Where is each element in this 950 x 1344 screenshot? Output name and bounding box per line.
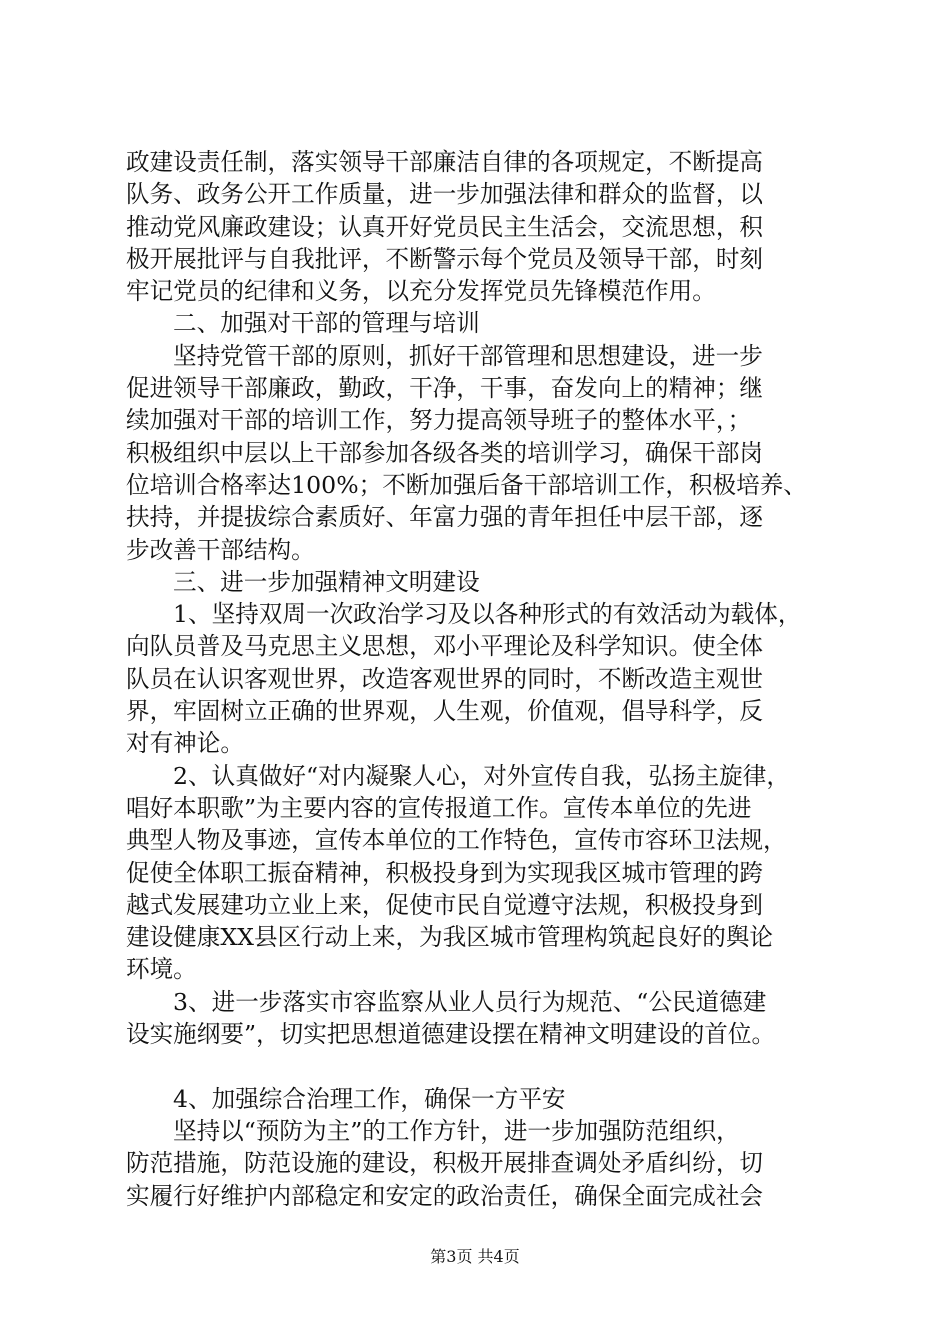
text-line: 积极组织中层以上干部参加各级各类的培训学习，确保干部岗 [126, 438, 764, 467]
text-line: 政建设责任制，落实领导干部廉洁自律的各项规定，不断提高 [126, 148, 764, 176]
text-line: 促使全体职工振奋精神，积极投身到为实现我区城市管理的跨 [126, 858, 764, 887]
text-line: 扶持，并提拔综合素质好、年富力强的青年担任中层干部，逐 [126, 503, 764, 532]
text-line: 位培训合格率达100%；不断加强后备干部培训工作，积极培养、 [126, 470, 807, 499]
blank-line [126, 1050, 838, 1082]
text-line: 建设健康XX县区行动上来，为我区城市管理构筑起良好的舆论 [126, 923, 774, 952]
text-line: 3、进一步落实市容监察从业人员行为规范、“公民道德建 [173, 987, 767, 1016]
text-line: 唱好本职歌”为主要内容的宣传报道工作。宣传本单位的先进 [126, 793, 752, 822]
text-line: 坚持以“预防为主”的工作方针，进一步加强防范组织， [173, 1116, 740, 1145]
text-line: 牢记党员的纪律和义务，以充分发挥党员先锋模范作用。 [126, 277, 716, 306]
text-line: 1、坚持双周一次政治学习及以各种形式的有效活动为载体， [173, 600, 802, 629]
text-line: 实履行好维护内部稳定和安定的政治责任，确保全面完成社会 [126, 1181, 764, 1210]
text-line: 三、进一步加强精神文明建设 [173, 567, 480, 596]
text-line: 对有神论。 [126, 729, 244, 758]
text-line: 2、认真做好“对内凝聚人心，对外宣传自我，弘扬主旋律， [173, 761, 790, 790]
text-line: 坚持党管干部的原则，抓好干部管理和思想建设，进一步 [173, 341, 763, 370]
text-line: 推动党风廉政建设；认真开好党员民主生活会，交流思想，积 [126, 212, 764, 241]
document-body [126, 146, 838, 1212]
text-line: 越式发展建功立业上来，促使市民自觉遵守法规，积极投身到 [126, 890, 764, 919]
text-line: 队员在认识客观世界，改造客观世界的同时，不断改造主观世 [126, 664, 764, 693]
text-line: 防范措施，防范设施的建设，积极开展排查调处矛盾纠纷，切 [126, 1149, 764, 1178]
text-line: 设实施纲要”，切实把思想道德建设摆在精神文明建设的首位。 [126, 1020, 776, 1049]
page-footer: 第3页 共4页 [430, 1247, 520, 1266]
text-line: 界，牢固树立正确的世界观，人生观，价值观，倡导科学，反 [126, 697, 764, 726]
text-line: 极开展批评与自我批评，不断警示每个党员及领导干部，时刻 [126, 244, 764, 273]
text-line: 二、加强对干部的管理与培训 [173, 309, 480, 338]
text-line: 续加强对干部的培训工作，努力提高领导班子的整体水平，； [126, 406, 752, 435]
text-line: 队务、政务公开工作质量，进一步加强法律和群众的监督，以 [126, 180, 764, 209]
text-line: 4、加强综合治理工作，确保一方平安 [173, 1084, 566, 1113]
text-line: 促进领导干部廉政，勤政，干净，干事，奋发向上的精神；继 [126, 374, 764, 403]
text-line: 典型人物及事迹，宣传本单位的工作特色，宣传市容环卫法规， [126, 826, 787, 855]
text-line: 环境。 [126, 955, 197, 984]
text-line: 步改善干部结构。 [126, 535, 315, 564]
text-line: 向队员普及马克思主义思想，邓小平理论及科学知识。使全体 [126, 632, 764, 661]
